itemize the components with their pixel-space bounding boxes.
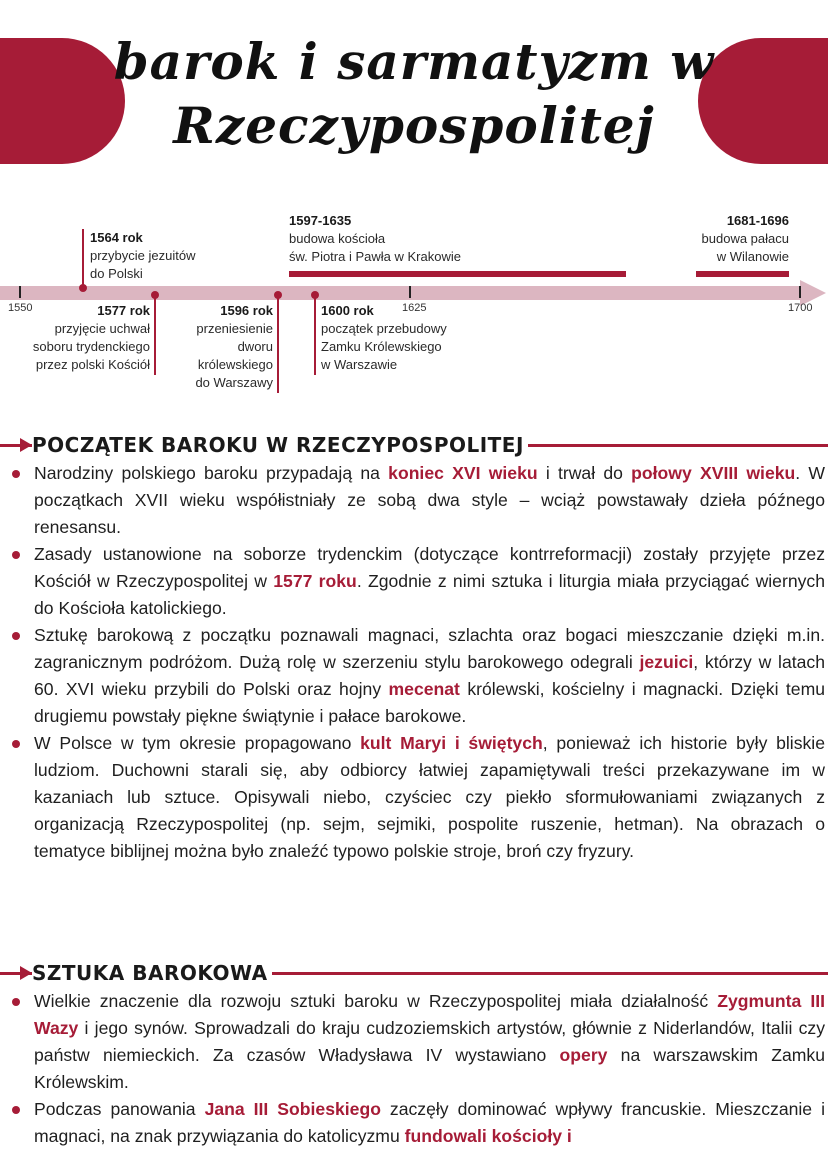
event-1596-line3: królewskiego [197, 357, 273, 372]
event-1597-year: 1597-1635 [289, 213, 352, 228]
section-heading-text: SZTUKA BAROKOWA [32, 960, 272, 986]
event-1564-year: 1564 rok [90, 230, 143, 245]
highlight: Zygmunta III Wazy [34, 991, 825, 1038]
text: , ponieważ ich historie były bliskie ludziom. Duchowni starali się, aby odbiorcy łatwiej zapamiętywali treści przekazywane im w kazaniach lub sztuce. Opisywali niebo, czyściec czy piekło sformułowaniami związanych z organizacją Rzeczypospolitej (np. sejm, sejmiki, pospolite ruszenie, hetman). Na obrazach o tematyce biblijnej można było znaleźć typowo polskie stroje, broń czy fryzury. [34, 733, 825, 861]
event-1600-year: 1600 rok [321, 303, 374, 318]
list-item [8, 1096, 825, 1150]
event-1597-line1: budowa kościoła [289, 231, 386, 246]
section2-list [8, 988, 825, 1150]
event-1597-line2: św. Piotra i Pawła w Krakowie [289, 249, 461, 264]
event-1597-span-bar [289, 271, 626, 277]
section-heading-poczatek-baroku [0, 432, 828, 458]
tick-label-1625: 1625 [402, 302, 427, 314]
highlight: koniec XVI wieku [388, 463, 538, 483]
event-1577-line2: soboru trydenckiego [32, 339, 150, 354]
text: , którzy w latach 60. XVI wieku przybili do Polski oraz hojny [34, 652, 825, 699]
highlight: opery [559, 1045, 608, 1065]
highlight: mecenat [388, 679, 460, 699]
tick-1700 [799, 286, 801, 298]
event-1596-marker [277, 295, 279, 393]
text: i jego synów. Sprowadzali do kraju cudzoziemskich artystów, głównie z Niderlandów, Italii czy państw niemieckich. Za czasów Władysława IV wystawiano [34, 1018, 825, 1065]
event-1600-line2: Zamku Królewskiego [321, 339, 442, 354]
arrow-icon [20, 438, 32, 452]
event-1577-line3: przez polski Kościół [35, 357, 150, 372]
event-1564-dot [79, 284, 87, 292]
tick-1550 [19, 286, 21, 298]
text: W Polsce w tym okresie propagowano [34, 733, 361, 753]
list-item [8, 541, 825, 622]
event-1600-line1: początek przebudowy [321, 321, 447, 336]
list-item [8, 622, 825, 730]
event-1577-line1: przyjęcie uchwał [54, 321, 150, 336]
event-1564-line2: do Polski [90, 266, 143, 281]
event-1596-line4: do Warszawy [195, 375, 273, 390]
text: Podczas panowania [34, 1099, 205, 1119]
arrow-icon [20, 966, 32, 980]
highlight: Jana III Sobieskiego [204, 1099, 381, 1119]
text: zaczęły dominować wpływy francuskie. Mieszczanie i magnaci, na znak przywiązania do katolicyzmu [34, 1099, 825, 1146]
highlight: 1577 roku [273, 571, 357, 591]
tick-1625 [409, 286, 411, 298]
event-1681-year: 1681-1696 [726, 213, 789, 228]
list-item [8, 988, 825, 1096]
text: . W początkach XVII wieku współistniały ze sobą dwa style – wciąż powstawały dzieła późnego renesansu. [34, 463, 825, 537]
event-1681 [640, 212, 789, 266]
event-1681-span-bar [696, 271, 789, 277]
section-heading-sztuka-barokowa [0, 960, 828, 986]
list-item [8, 730, 825, 865]
event-1564 [90, 229, 240, 283]
event-1681-line1: budowa pałacu [701, 231, 789, 246]
event-1600-marker [314, 295, 316, 375]
event-1596-year: 1596 rok [220, 303, 273, 318]
event-1681-line2: w Wilanowie [716, 249, 789, 264]
page-title [100, 30, 728, 158]
text: na warszawskim Zamku Królewskim. [34, 1045, 825, 1092]
text: królewski, kościelny i magnacki. Dzięki temu drugiemu powstały piękne świątynie i pałace barokowe. [34, 679, 826, 726]
event-1596 [160, 302, 273, 392]
tick-label-1550: 1550 [8, 302, 33, 314]
event-1600 [321, 302, 501, 374]
event-1577-marker [154, 295, 156, 375]
event-1577-year: 1577 rok [97, 303, 150, 318]
highlight: połowy XVIII wieku [631, 463, 796, 483]
list-item [8, 460, 825, 541]
text: Sztukę barokową z początku poznawali magnaci, szlachta oraz bogaci mieszczanie dzięki m.in. zagranicznym podróżom. Dużą rolę w szerzeniu stylu barokowego odegrali [34, 625, 825, 672]
section1-list [8, 460, 825, 865]
text: Zasady ustanowione na soborze trydenckim (dotyczące kontrreformacji) zostały przyjęte przez Kościół w Rzeczypospolitej w [34, 544, 825, 591]
section-heading-text: POCZĄTEK BAROKU W RZECZYPOSPOLITEJ [32, 432, 528, 458]
page-title-line1: barok i sarmatyzm w [113, 32, 715, 91]
event-1564-marker [82, 229, 84, 289]
text: i trwał do [537, 463, 632, 483]
text: Narodziny polskiego baroku przypadają na [34, 463, 389, 483]
event-1600-line3: w Warszawie [321, 357, 398, 372]
highlight: jezuici [639, 652, 694, 672]
text: Wielkie znaczenie dla rozwoju sztuki baroku w Rzeczypospolitej miała działalność [34, 991, 718, 1011]
event-1596-line1: przeniesienie [196, 321, 273, 336]
highlight: fundowali kościoły i [404, 1126, 572, 1146]
event-1597 [289, 212, 619, 266]
page-title-line2: Rzeczypospolitej [173, 96, 655, 155]
text: . Zgodnie z nimi sztuka i liturgia miała przyciągać wiernych do Kościoła katolickiego. [34, 571, 825, 618]
event-1577 [0, 302, 150, 374]
tick-label-1700: 1700 [788, 302, 813, 314]
event-1596-line2: dworu [237, 339, 273, 354]
event-1564-line1: przybycie jezuitów [90, 248, 196, 263]
highlight: kult Maryi i świętych [360, 733, 543, 753]
